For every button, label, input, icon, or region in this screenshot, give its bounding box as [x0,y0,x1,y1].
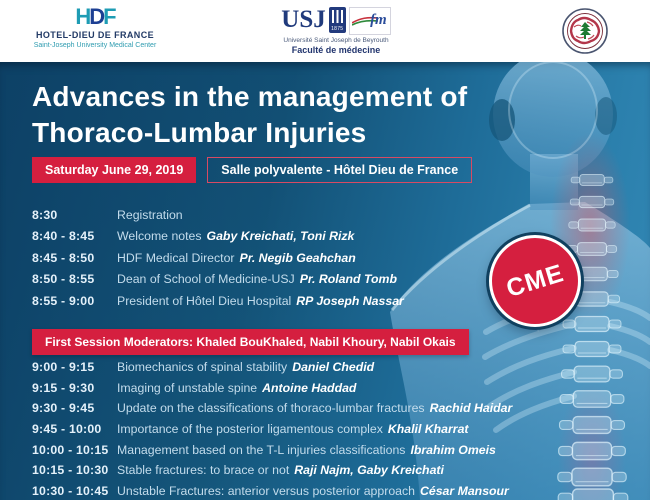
item-description [117,360,374,374]
item-description [117,443,496,457]
item-description [117,401,512,415]
usj-faculty-label: Faculté de médecine [291,45,381,55]
opening-schedule [32,204,404,312]
item-text: HDF Medical Director [117,250,235,265]
time-label: 10:00 - 10:15 [32,442,109,457]
schedule-row [32,439,512,460]
society-seal-icon [561,5,609,57]
cme-badge [489,235,581,327]
item-names: Antoine Haddad [262,380,357,395]
item-description [117,422,469,436]
item-names: Pr. Negib Geahchan [239,250,356,265]
item-description [117,251,356,265]
header-bar [0,0,650,62]
fm-logo [349,7,391,35]
fm-logo-text: fm [370,12,387,28]
item-text: Imaging of unstable spine [117,380,258,395]
hdf-logo-title: HOTEL-DIEU DE FRANCE [36,30,154,40]
item-names: Raji Najm, Gaby Kreichati [294,463,444,478]
usj-logo [281,7,391,55]
hdf-mark-d: D [89,4,104,29]
time-label: 10:30 - 10:45 [32,483,109,498]
item-text: Stable fractures: to brace or not [117,463,290,478]
hdf-mark-f: F [103,4,115,29]
schedule-row [32,481,512,500]
item-names: RP Joseph Nassar [296,293,404,308]
time-label: 8:30 [32,207,58,222]
item-description [117,463,444,477]
item-names: Daniel Chedid [292,360,375,375]
venue-badge: Salle polyvalente - Hôtel Dieu de France [207,157,472,183]
item-text: Welcome notes [117,229,202,244]
item-text: Biomechanics of spinal stability [117,360,288,375]
item-description [117,381,356,395]
time-label: 10:15 - 10:30 [32,463,109,478]
item-description [117,208,183,222]
schedule-row [32,204,404,226]
hdf-mark-h: H [75,4,90,29]
event-title-line2: Thoraco-Lumbar Injuries [32,117,367,148]
poster-body [0,62,650,500]
time-label: 9:45 - 10:00 [32,422,102,437]
time-label: 8:50 - 8:55 [32,272,95,287]
item-description [117,229,354,243]
schedule-row [32,357,512,378]
hdf-logo [30,5,160,49]
cme-badge-label: CME [502,258,567,303]
time-label: 8:55 - 9:00 [32,293,95,308]
schedule-row [32,419,512,440]
item-names: Pr. Roland Tomb [299,272,397,287]
session-moderators-banner: First Session Moderators: Khaled BouKhaled, Nabil Khoury, Nabil Okais [32,329,469,355]
item-text: Dean of School of Medicine-USJ [117,272,295,287]
schedule-row [32,398,512,419]
usj-bars-icon [332,10,343,23]
usj-tree-icon [329,7,346,33]
time-label: 8:40 - 8:45 [32,229,95,244]
hdf-logo-mark [30,5,160,29]
time-label: 9:15 - 9:30 [32,380,95,395]
schedule-row [32,247,404,269]
schedule-row [32,460,512,481]
event-title-line1: Advances in the management of [32,81,468,112]
usj-logo-mark: USJ [281,6,326,33]
item-text: President of Hôtel Dieu Hospital [117,293,292,308]
event-badges [32,157,472,183]
item-text: Update on the classifications of thoraco-lumbar fractures [117,401,425,416]
item-text: Unstable Fractures: anterior versus posterior approach [117,483,415,498]
usj-logo-row [281,7,391,35]
item-names: Ibrahim Omeis [410,442,496,457]
usj-year-label: 1875 [331,26,344,32]
item-text: Importance of the posterior ligamentous complex [117,422,383,437]
item-description [117,484,509,498]
event-title [32,79,467,151]
schedule-row [32,226,404,248]
time-label: 9:00 - 9:15 [32,360,95,375]
item-text: Management based on the T-L injuries classifications [117,442,406,457]
item-description [117,272,397,286]
schedule-row [32,378,512,399]
schedule-row [32,269,404,291]
date-badge: Saturday June 29, 2019 [32,157,196,183]
time-label: 8:45 - 8:50 [32,250,95,265]
item-description [117,294,404,308]
schedule-row [32,290,404,312]
item-names: Gaby Kreichati, Toni Rizk [206,229,355,244]
item-text: Registration [117,207,183,222]
item-names: Khalil Kharrat [387,422,469,437]
time-label: 9:30 - 9:45 [32,401,95,416]
item-names: César Mansour [420,483,509,498]
usj-university-label: Université Saint Joseph de Beyrouth [283,37,389,44]
item-names: Rachid Haidar [429,401,513,416]
session1-schedule [32,357,512,500]
hdf-logo-subtitle: Saint-Joseph University Medical Center [33,42,157,49]
